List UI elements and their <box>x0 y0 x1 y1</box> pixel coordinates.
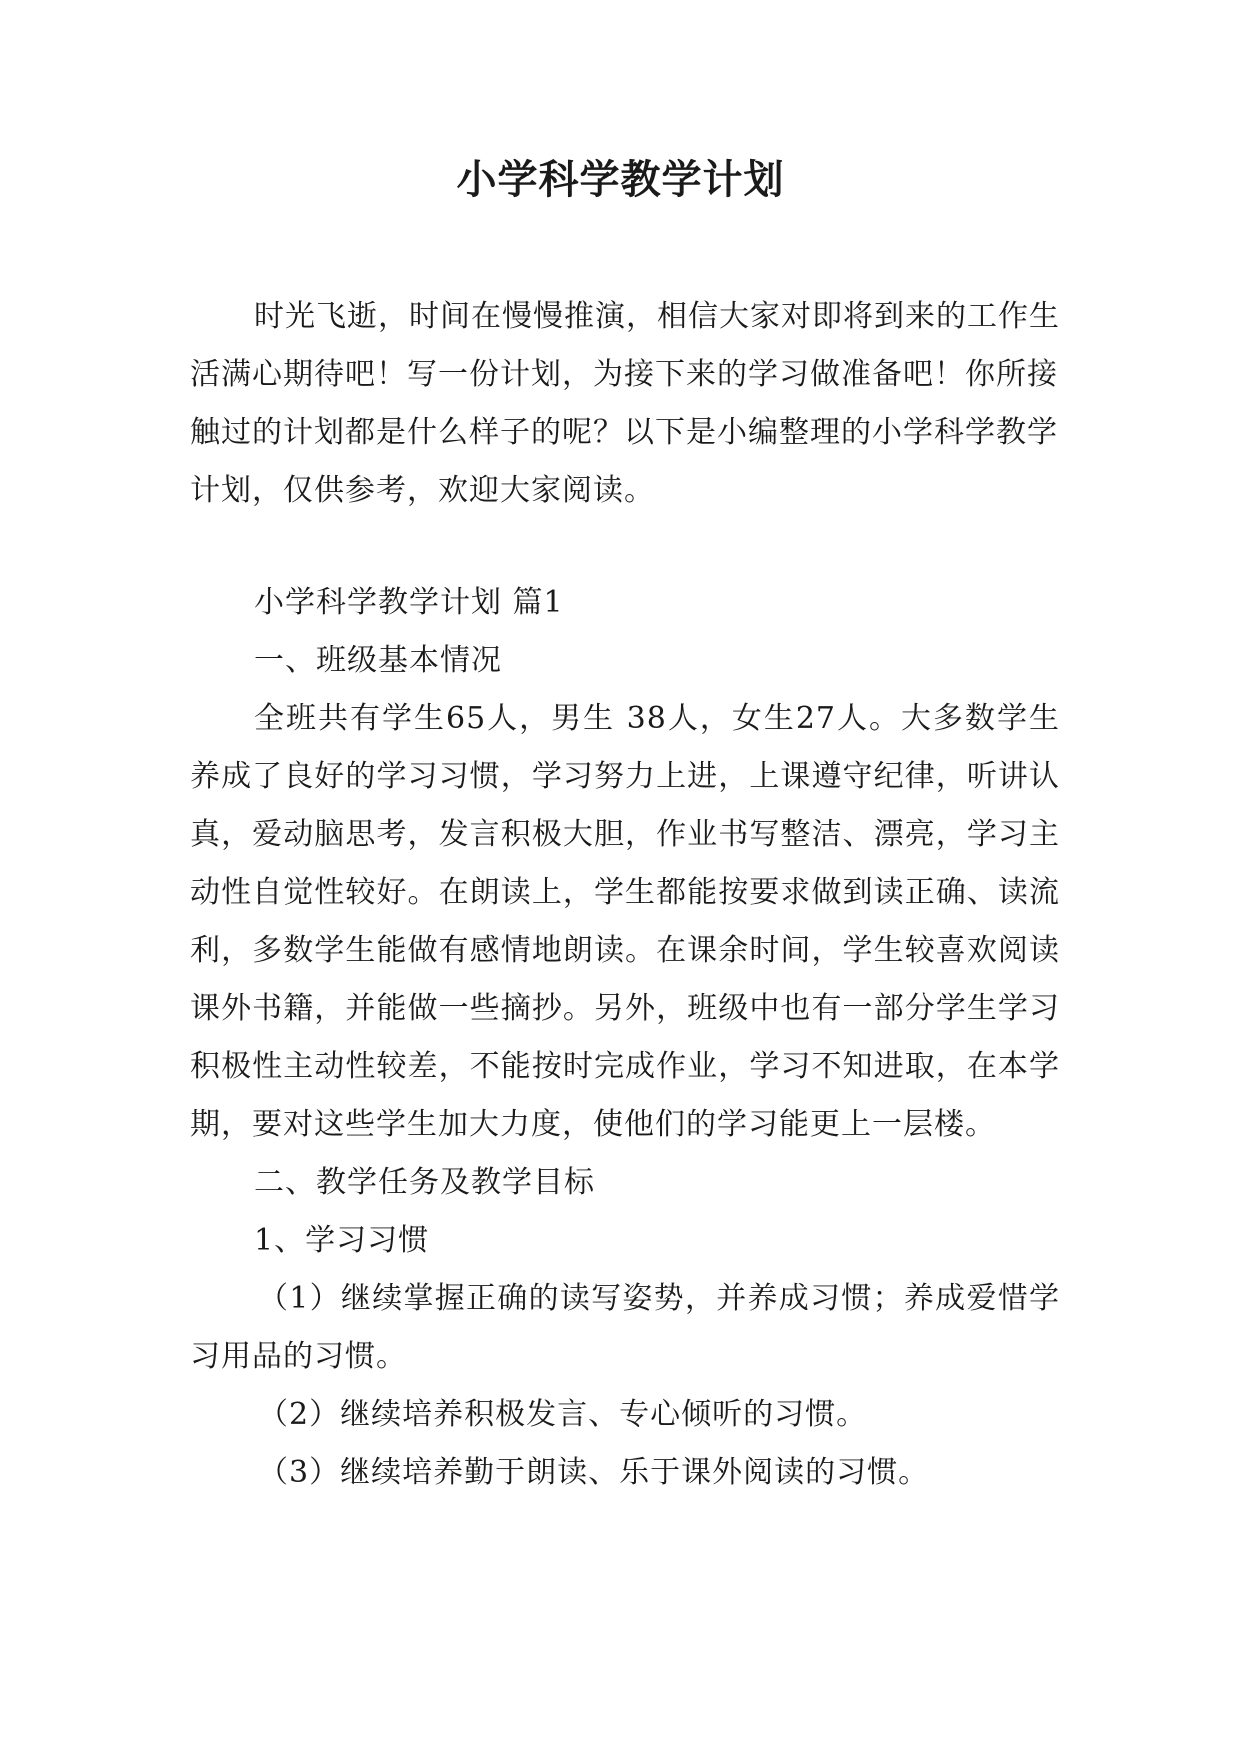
body-paragraph: 全班共有学生65人，男生 38人，女生27人。大多数学生养成了良好的学习习惯，学习努力上进，上课遵守纪律，听讲认真，爱动脑思考，发言积极大胆，作业书写整洁、漂亮，学习主动性自觉性较好。在朗读上，学生都能按要求做到读正确、读流利，多数学生能做有感情地朗读。在课余时间，学生较喜欢阅读课外书籍，并能做一些摘抄。另外，班级中也有一部分学生学习积极性主动性较差，不能按时完成作业，学习不知进取，在本学期，要对这些学生加大力度，使他们的学习能更上一层楼。 <box>190 701 1060 1142</box>
section-heading: 二、教学任务及教学目标 <box>254 1165 595 1200</box>
section-heading: 小学科学教学计划 篇1 <box>254 585 564 620</box>
section-heading: 一、班级基本情况 <box>254 643 502 678</box>
list-item: （3）继续培养勤于朗读、乐于课外阅读的习惯。 <box>258 1455 930 1490</box>
intro-paragraph: 时光飞逝，时间在慢慢推演，相信大家对即将到来的工作生活满心期待吧！写一份计划，为接下来的学习做准备吧！你所接触过的计划都是什么样子的呢？以下是小编整理的小学科学教学计划，仅供参考，欢迎大家阅读。 <box>190 299 1060 508</box>
list-item: （1）继续掌握正确的读写姿势，并养成习惯；养成爱惜学习用品的习惯。 <box>190 1281 1060 1374</box>
subsection-heading: 1、学习习惯 <box>254 1223 430 1258</box>
document-title: 小学科学教学计划 <box>456 156 785 203</box>
document-body <box>190 574 1060 1502</box>
list-item: （2）继续培养积极发言、专心倾听的习惯。 <box>258 1397 868 1432</box>
